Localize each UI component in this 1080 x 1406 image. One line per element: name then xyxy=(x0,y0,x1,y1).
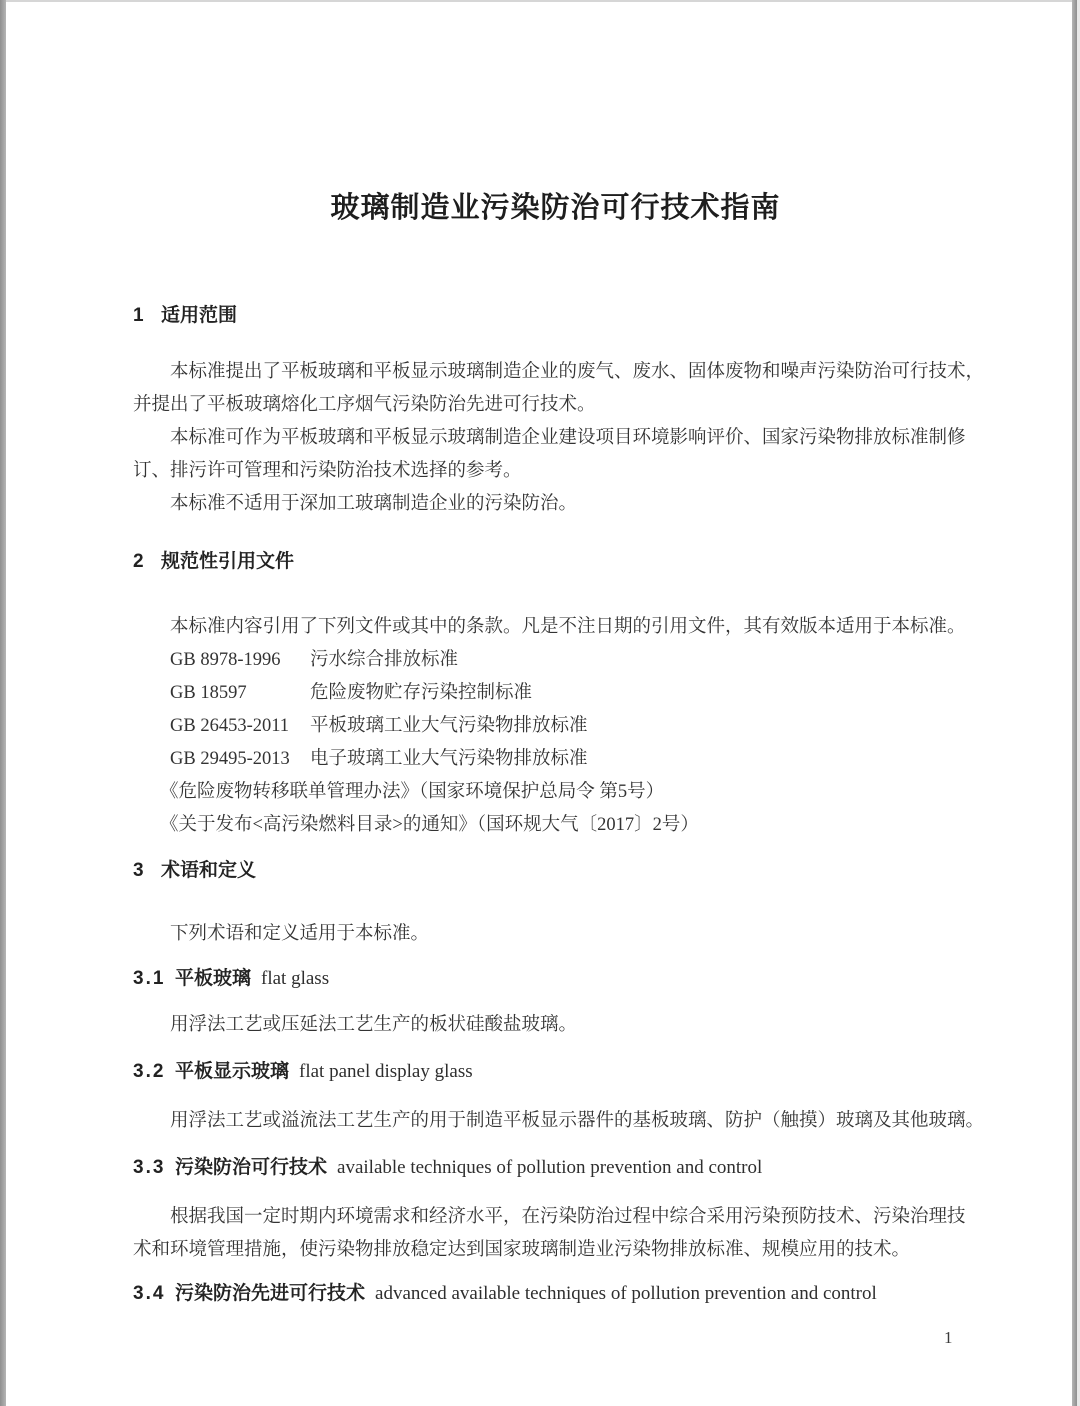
document-title: 玻璃制造业污染防治可行技术指南 xyxy=(330,192,781,224)
section-1-paragraph-line: 本标准提出了平板玻璃和平板显示玻璃制造企业的废气、废水、固体废物和噪声污染防治可行技术， xyxy=(170,362,985,382)
term-3-2-heading xyxy=(133,1059,978,1086)
reference-code: GB 26453-2011 xyxy=(170,716,290,736)
reference-item xyxy=(133,677,978,710)
section-1-paragraph-line: 并提出了平板玻璃熔化工序烟气污染防治先进可行技术。 xyxy=(133,395,596,415)
term-3-3-definition-line: 术和环境管理措施，使污染物排放稳定达到国家玻璃制造业污染物排放标准、规模应用的技术。 xyxy=(133,1240,911,1260)
term-3-2-number: 3.2 xyxy=(133,1061,166,1082)
reference-item xyxy=(133,644,978,677)
section-3-number: 3 xyxy=(133,860,144,881)
section-1-number: 1 xyxy=(133,305,144,326)
term-3-3-chinese: 污染防治可行技术 xyxy=(175,1157,328,1178)
section-2-heading xyxy=(133,549,978,575)
reference-item xyxy=(133,743,978,776)
section-1-paragraph-line: 本标准不适用于深加工玻璃制造企业的污染防治。 xyxy=(170,494,578,514)
term-3-2-chinese: 平板显示玻璃 xyxy=(175,1061,290,1082)
section-3-heading xyxy=(133,858,978,884)
reference-name: 平板玻璃工业大气污染物排放标准 xyxy=(310,716,588,736)
section-1-paragraph-line: 订、排污许可管理和污染防治技术选择的参考。 xyxy=(133,461,522,481)
term-3-2-definition: 用浮法工艺或溢流法工艺生产的用于制造平板显示器件的基板玻璃、防护（触摸）玻璃及其他玻璃。 xyxy=(170,1111,985,1131)
section-1-title: 适用范围 xyxy=(161,305,238,326)
term-3-4-chinese: 污染防治先进可行技术 xyxy=(175,1283,366,1304)
term-3-3-number: 3.3 xyxy=(133,1157,166,1178)
reference-item xyxy=(133,710,978,743)
term-3-4-heading xyxy=(133,1281,978,1308)
term-3-1-heading xyxy=(133,966,978,993)
term-3-1-number: 3.1 xyxy=(133,968,166,989)
page-left-edge xyxy=(0,0,6,1406)
section-2-number: 2 xyxy=(133,551,144,572)
term-3-3-heading xyxy=(133,1155,978,1182)
reference-code: GB 29495-2013 xyxy=(170,749,290,769)
reference-code: GB 8978-1996 xyxy=(170,650,281,670)
page-number: 1 xyxy=(944,1328,953,1347)
page-content xyxy=(133,0,985,1308)
reference-name: 危险废物贮存污染控制标准 xyxy=(310,683,533,703)
term-3-1-definition: 用浮法工艺或压延法工艺生产的板状硅酸盐玻璃。 xyxy=(170,1015,578,1035)
term-3-1-english: flat glass xyxy=(261,968,330,989)
term-3-4-number: 3.4 xyxy=(133,1283,166,1304)
section-3-title: 术语和定义 xyxy=(161,860,257,881)
term-3-3-english: available techniques of pollution prevention and control xyxy=(337,1157,763,1178)
reference-document: 《危险废物转移联单管理办法》（国家环境保护总局令 第5号） xyxy=(160,782,665,802)
term-3-3-definition-line: 根据我国一定时期内环境需求和经济水平，在污染防治过程中综合采用污染预防技术、污染治理技 xyxy=(170,1207,966,1227)
section-3-intro: 下列术语和定义适用于本标准。 xyxy=(170,924,430,944)
section-2-intro: 本标准内容引用了下列文件或其中的条款。凡是不注日期的引用文件，其有效版本适用于本标准。 xyxy=(170,617,966,637)
section-1-paragraph-line: 本标准可作为平板玻璃和平板显示玻璃制造企业建设项目环境影响评价、国家污染物排放标准制修 xyxy=(170,428,966,448)
reference-name: 污水综合排放标准 xyxy=(310,650,459,670)
reference-code: GB 18597 xyxy=(170,683,247,703)
section-1-heading xyxy=(133,303,978,329)
term-3-4-english: advanced available techniques of pollution prevention and control xyxy=(375,1283,877,1304)
reference-name: 电子玻璃工业大气污染物排放标准 xyxy=(310,749,588,769)
term-3-1-chinese: 平板玻璃 xyxy=(175,968,252,989)
reference-document: 《关于发布<高污染燃料目录>的通知》（国环规大气〔2017〕2号） xyxy=(160,815,699,835)
section-2-title: 规范性引用文件 xyxy=(161,551,295,572)
term-3-2-english: flat panel display glass xyxy=(299,1061,473,1082)
